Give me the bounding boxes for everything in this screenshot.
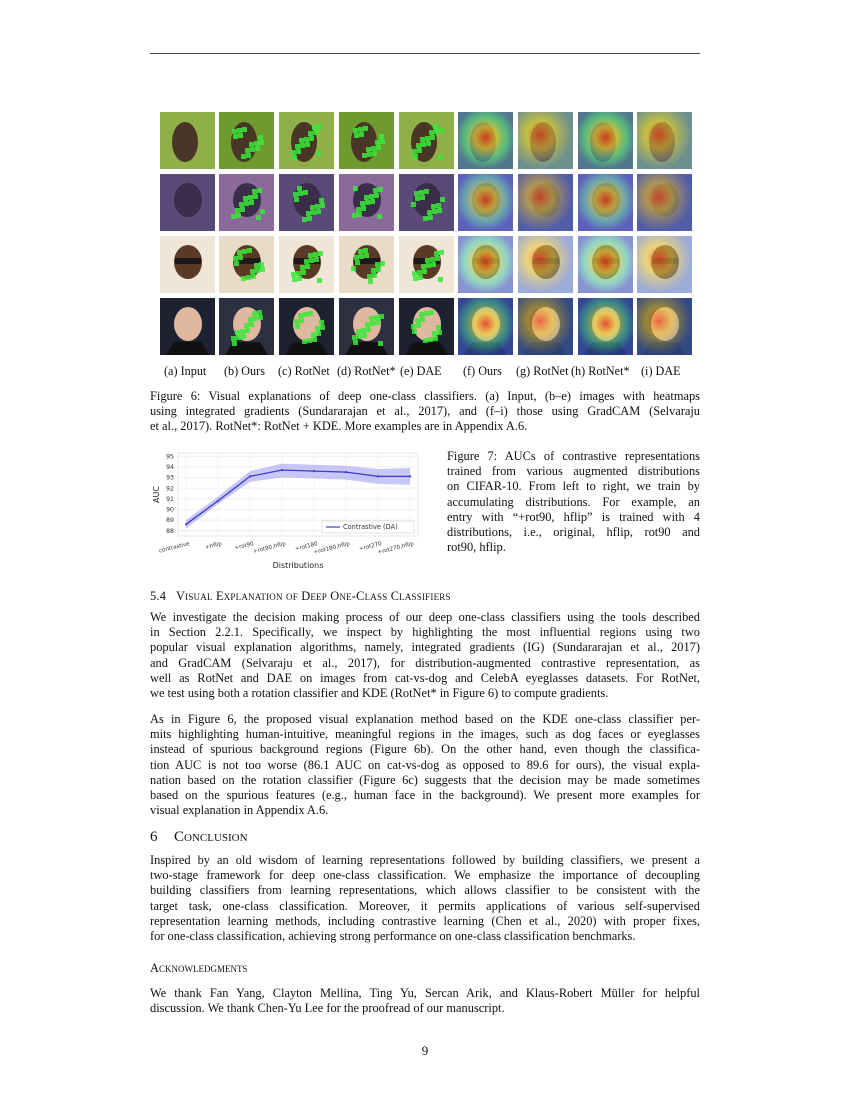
heatmap-thumbnail xyxy=(458,298,513,355)
y-tick-label: 95 xyxy=(166,453,174,461)
text-line: well as RotNet and DAE on images from cat-vs-dog and CelebA eyeglasses datasets. For RotNet, xyxy=(150,670,700,685)
paragraph-acknowledgments xyxy=(150,986,700,1016)
heatmap-thumbnail xyxy=(160,236,215,293)
text-line: and GradCAM (Selvaraju et al., 2017), for distribution-augmented contrastive representation, as xyxy=(150,655,700,670)
y-tick-label: 94 xyxy=(166,464,174,472)
y-tick-label: 90 xyxy=(166,506,174,514)
x-tick-label: +hflip xyxy=(204,541,223,552)
heatmap-thumbnail xyxy=(219,174,274,231)
heatmap-thumbnail xyxy=(160,112,215,169)
paragraph-conclusion xyxy=(150,853,700,944)
data-point xyxy=(409,475,411,477)
y-tick-label: 92 xyxy=(166,485,174,493)
x-tick-label: contrastive xyxy=(158,541,191,555)
heatmap-thumbnail xyxy=(637,236,692,293)
text-line: visual explanation in Appendix A.6. xyxy=(150,803,329,818)
data-point xyxy=(217,500,219,502)
heatmap-thumbnail xyxy=(399,298,454,355)
heatmap-thumbnail xyxy=(458,112,513,169)
heatmap-thumbnail xyxy=(458,236,513,293)
legend-label: Contrastive (DA) xyxy=(343,523,398,532)
heatmap-thumbnail xyxy=(399,112,454,169)
paragraph-ig-gradcam xyxy=(150,610,700,701)
header-rule xyxy=(150,53,700,54)
heatmap-thumbnail xyxy=(219,112,274,169)
x-tick-label: +rot90,hflip xyxy=(252,541,287,556)
heatmap-thumbnail xyxy=(279,236,334,293)
heatmap-thumbnail xyxy=(160,298,215,355)
heatmap-thumbnail xyxy=(339,298,394,355)
y-axis-label: AUC xyxy=(152,486,161,503)
heatmap-thumbnail xyxy=(339,236,394,293)
text-line: building classifiers from learning representations, which allows classifier to be consistent with the xyxy=(150,883,700,898)
heatmap-thumbnail xyxy=(578,112,633,169)
heatmap-thumbnail xyxy=(518,298,573,355)
column-label: (c) RotNet xyxy=(278,364,330,378)
heatmap-thumbnail xyxy=(160,174,215,231)
text-line: target task, one-class classification. Moreover, it permits applications of various self-supervised xyxy=(150,898,700,913)
data-point xyxy=(313,470,315,472)
caption-line: et al., 2017). RotNet*: RotNet + KDE. More examples are in Appendix A.6. xyxy=(150,419,528,433)
heatmap-thumbnail xyxy=(399,174,454,231)
y-tick-label: 89 xyxy=(166,517,174,525)
caption-line: Figure 7: AUCs of contrastive representations xyxy=(447,449,700,463)
heatmap-thumbnail xyxy=(578,174,633,231)
x-tick-label: +rot270 xyxy=(358,541,383,553)
x-tick-label: +rot180,hflip xyxy=(313,541,351,556)
column-label: (h) RotNet* xyxy=(571,364,630,378)
text-line: in Section 2.2.1. Specifically, we inspect by highlighting the most influential regions using two xyxy=(150,625,700,640)
section-title: Conclusion xyxy=(174,829,248,845)
section-6-heading xyxy=(150,829,248,846)
heatmap-thumbnail xyxy=(637,298,692,355)
text-line: tion AUC is not too worse (86.1 AUC on cat-vs-dog as opposed to 89.6 for ours), the visual expla- xyxy=(150,757,700,772)
figure7-auc-chart xyxy=(150,447,435,572)
figure7-caption xyxy=(447,449,700,555)
column-label: (b) Ours xyxy=(224,364,265,378)
column-label: (i) DAE xyxy=(641,364,681,378)
caption-line: trained from various augmented distributions xyxy=(447,464,700,479)
text-line: popular visual explanation algorithms, namely, integrated gradients (IG) (Sundararajan et al., 2017) xyxy=(150,640,700,655)
data-point xyxy=(185,523,187,525)
y-tick-label: 93 xyxy=(166,474,174,482)
data-point xyxy=(377,475,379,477)
column-label: (e) DAE xyxy=(400,364,442,378)
text-line: discussion. We thank Chen-Yu Lee for the proofread of our manuscript. xyxy=(150,1001,505,1016)
x-axis-label: Distributions xyxy=(272,561,324,570)
data-point xyxy=(249,475,251,477)
text-line: Inspired by an old wisdom of learning representations followed by building classifiers, we present a xyxy=(150,853,700,867)
text-line: mits highlighting human-intuitive, meaningful regions in the images, such as dog faces or eyeglasses xyxy=(150,727,700,742)
section-title: Visual Explanation of Deep One-Class Classifiers xyxy=(176,589,451,603)
caption-line: Figure 6: Visual explanations of deep one-class classifiers. (a) Input, (b–e) images with heatmaps xyxy=(150,389,700,403)
y-tick-label: 88 xyxy=(166,527,174,535)
text-line: We thank Fan Yang, Clayton Mellina, Ting Yu, Sercan Arik, and Klaus-Robert Müller for helpful xyxy=(150,986,700,1000)
caption-line: rot90, hflip. xyxy=(447,540,506,555)
column-label: (d) RotNet* xyxy=(337,364,396,378)
caption-line: distributions, i.e., original, hflip, rot90 and xyxy=(447,525,700,540)
text-line: representation learning methods, including contrastive learning (Chen et al., 2020) with proper fixes, xyxy=(150,913,700,928)
heatmap-thumbnail xyxy=(219,298,274,355)
heatmap-thumbnail xyxy=(219,236,274,293)
heatmap-thumbnail xyxy=(458,174,513,231)
text-line: instead of spurious background regions (Figure 6b). On the other hand, even though the classifica- xyxy=(150,742,700,757)
heatmap-thumbnail xyxy=(578,298,633,355)
heatmap-thumbnail xyxy=(339,174,394,231)
page-number: 9 xyxy=(421,1043,429,1058)
data-point xyxy=(281,469,283,471)
figure6-image-grid xyxy=(160,112,692,357)
column-label: (f) Ours xyxy=(463,364,502,378)
acknowledgments-heading: Acknowledgments xyxy=(150,961,248,975)
figure6-caption xyxy=(150,389,700,434)
text-line: As in Figure 6, the proposed visual explanation method based on the KDE one-class classifier per- xyxy=(150,712,700,726)
heatmap-thumbnail xyxy=(518,174,573,231)
text-line: based on the spurious features (e.g., human face in the background). We present more examples for xyxy=(150,788,700,803)
heatmap-thumbnail xyxy=(637,174,692,231)
text-line: two-stage framework for deep one-class classification. We emphasize the importance of decoupling xyxy=(150,868,700,883)
y-tick-label: 91 xyxy=(166,495,174,503)
column-label: (a) Input xyxy=(164,364,207,378)
heatmap-thumbnail xyxy=(518,236,573,293)
x-tick-label: +rot270,hflip xyxy=(377,541,415,556)
column-label: (g) RotNet xyxy=(516,364,569,378)
caption-line: using integrated gradients (Sundararajan et al., 2017), and (f–i) those using GradCAM (Selvaraju xyxy=(150,404,700,418)
text-line: we test using both a rotation classifier and KDE (RotNet* in Figure 6) to compute gradients. xyxy=(150,686,609,701)
heatmap-thumbnail xyxy=(578,236,633,293)
section-number: 5.4 xyxy=(150,589,167,603)
heatmap-thumbnail xyxy=(637,112,692,169)
data-point xyxy=(345,471,347,473)
paragraph-results xyxy=(150,712,700,818)
heatmap-thumbnail xyxy=(399,236,454,293)
x-tick-label: +rot90 xyxy=(234,541,255,552)
caption-line: on CIFAR-10. From left to right, we train by xyxy=(447,479,700,494)
heatmap-thumbnail xyxy=(339,112,394,169)
heatmap-thumbnail xyxy=(279,112,334,169)
x-tick-label: +rot180 xyxy=(294,541,319,553)
text-line: for one-class classification, achieving strong performance on one-class classification benchmarks. xyxy=(150,929,636,944)
heatmap-thumbnail xyxy=(279,174,334,231)
caption-line: accumulating distributions. For example, an xyxy=(447,494,700,509)
section-number: 6 xyxy=(150,829,158,845)
heatmap-thumbnail xyxy=(279,298,334,355)
heatmap-thumbnail xyxy=(518,112,573,169)
text-line: nation based on the rotation classifier (Figure 6c) suggests that the decision may be made sometimes xyxy=(150,772,700,787)
text-line: We investigate the decision making process of our deep one-class classifiers using the tools described xyxy=(150,610,700,624)
caption-line: entry with “+rot90, hflip” is trained with 4 xyxy=(447,509,700,524)
section-5-4-heading xyxy=(150,589,451,604)
